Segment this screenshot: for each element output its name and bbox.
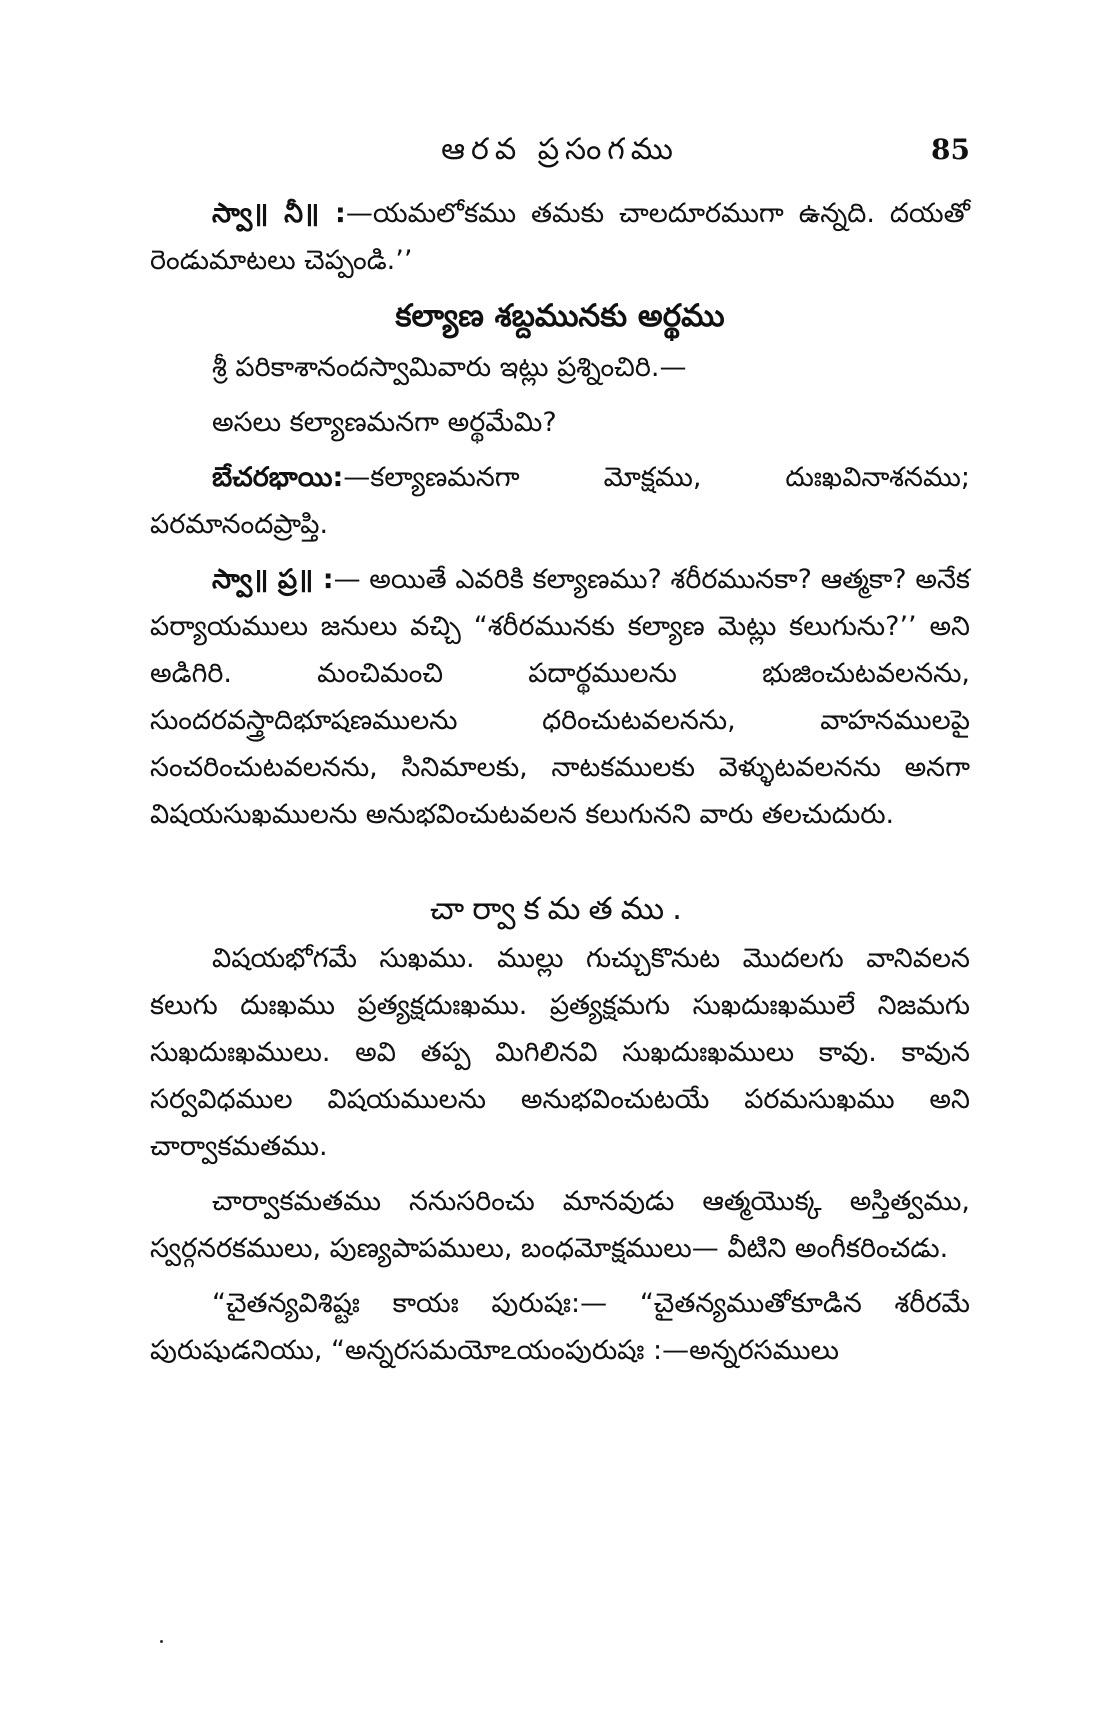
paragraph: “చైతన్యవిశిష్టః కాయః పురుషః:— “చైతన్యముతోకూడిన శరీరమే పురుషుడనియు, “అన్నరసమయోఽయంపురుషః :—అన్నరసములు: [150, 1288, 970, 1366]
running-header: [150, 128, 970, 172]
section-heading: కల్యాణ శబ్దమునకు అర్థము: [395, 298, 725, 334]
paragraph: [150, 454, 970, 548]
paragraph-text: — అయితే ఎవరికి కల్యాణము? శరీరమునకా? ఆత్మకా? అనేక పర్యాయములు జనులు వచ్చి “శరీరమునకు కల్యాణ మెట్లు కలుగును?’’ అని అడిగిరి. మంచిమంచి పదార్థములను భుజించుటవలనను, సుందరవస్త్రాదిభూషణములను ధరించుటవలనను, వాహనములపై సంచరించుటవలనను, సినిమాలకు, నాటకములకు వెళ్ళుటవలనను అనగా విషయసుఖములను అనుభవించుటవలన కలుగునని వారు తలచుదురు.: [150, 564, 970, 830]
paragraph: అసలు కల్యాణమనగా అర్థమేమి?: [212, 407, 557, 438]
running-title: ఆరవ ప్రసంగము: [441, 132, 679, 167]
paragraph-text: —యమలోకము తమకు చాలదూరముగా ఉన్నది. దయతో రెండుమాటలు చెప్పండి.’’: [150, 198, 971, 276]
text-block-3: [150, 935, 970, 1382]
page-number: 85: [931, 133, 970, 166]
speaker-label: బేచరభాయి:: [212, 462, 344, 493]
section-heading: చార్వాకమతము.: [430, 891, 690, 927]
speaker-label: స్వా॥ నీ॥ :: [212, 198, 346, 229]
paragraph-text: —కల్యాణమనగా మోక్షము, దుఃఖవినాశనము; పరమానందప్రాప్తి.: [150, 462, 970, 540]
paragraph: శ్రీ పరికాశానందస్వామివారు ఇట్లు ప్రశ్నించిరి.—: [212, 352, 687, 383]
paragraph: విషయభోగమే సుఖము. ముల్లు గుచ్చుకొనుట మొదలగు వానివలన కలుగు దుఃఖము ప్రత్యక్షదుఃఖము. ప్రత్యక్షమగు సుఖదుఃఖములే నిజమగు సుఖదుఃఖములు. అవి తప్ప మిగిలినవి సుఖదుఃఖములు కావు. కావున సర్వవిధముల విషయములను అనుభవించుటయే పరమసుఖము అని చార్వాకమతము.: [150, 943, 970, 1162]
paragraph: [150, 556, 970, 838]
speck: [160, 1640, 163, 1643]
paragraph: చార్వాకమతము ననుసరించు మానవుడు ఆత్మయొక్క అస్తిత్వము, స్వర్గనరకములు, పుణ్యపాపములు, బంధమోక్షములు— వీటిని అంగీకరించడు.: [150, 1186, 970, 1264]
paragraph: [150, 190, 970, 284]
text-block-1: [150, 190, 970, 292]
speaker-label: స్వా॥ ప్ర॥ :: [212, 564, 334, 595]
text-block-2: [150, 344, 970, 846]
